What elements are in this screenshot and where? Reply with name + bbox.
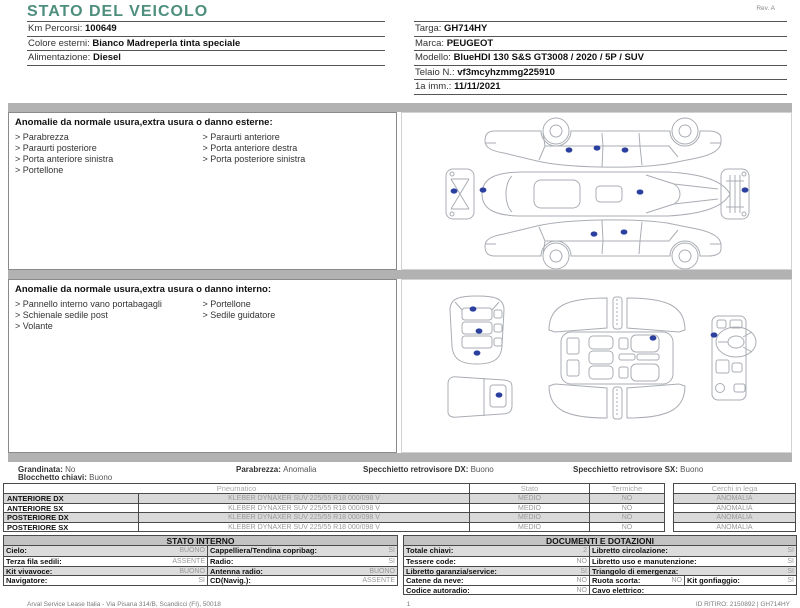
km-percorsi-row: Km Percorsi: 100649 [27,22,385,37]
modello-row: Modello: BlueHDI 130 S&S GT3008 / 2020 / 5P / SUV [414,51,787,66]
damage-item: > Parabrezza [15,132,203,143]
grandinata-status: Grandinata: No [18,464,76,474]
exterior-markers [451,145,749,236]
blocchetto-chiavi-status: Blocchetto chiavi: Buono [18,473,113,482]
damage-item: > Porta posteriore sinistra [203,154,391,165]
documenti-dotazioni-title: DOCUMENTI E DOTAZIONI [404,536,796,546]
damage-item: > Porta anteriore destra [203,143,391,154]
interior-diagram-box [401,279,792,453]
damage-marker [591,231,598,236]
car-interior-diagram [402,280,791,452]
tire-row: ANTERIORE SX KLEBER DYNAXER SUV 225/55 R18 000/098 V MEDIO NO [4,503,664,513]
damage-marker [470,306,477,311]
damage-marker [474,350,481,355]
footer-ritiro-id: ID RITIRO: 2150892 | GH714HY [695,601,790,608]
footer-address: Arval Service Lease Italia - Via Pisana 314/B, Scandicci (FI), 50018 [27,601,221,608]
tire-row: ANTERIORE DX KLEBER DYNAXER SUV 225/55 R18 000/098 V MEDIO NO [4,493,664,503]
exterior-damage-section [8,112,792,270]
damage-item: > Porta anteriore sinistra [15,154,203,165]
interior-damage-list-left [15,299,203,332]
damage-marker [476,328,483,333]
damage-marker [742,187,749,192]
col-header-cerchi: Cerchi in lega [711,483,758,493]
revision-label: Rev. A [756,5,775,12]
page-footer [27,601,790,608]
section-divider [8,103,792,112]
interior-damage-heading: Anomalie da normale usura,extra usura o danno interno: [15,283,272,295]
col-header-stato: Stato [470,484,590,494]
car-exterior-diagram [402,113,791,269]
table-row: Catene da neve: NO Ruota scorta: NO Kit gonfiaggio: SI [406,576,794,586]
vehicle-info [27,21,790,95]
damage-marker [480,187,487,192]
vehicle-info-right [414,21,787,95]
cerchi-value: ANOMALIA [716,504,753,512]
tire-table-main [3,483,665,533]
damage-marker [451,188,458,193]
cerchi-value: ANOMALIA [716,523,753,531]
col-header-termiche: Termiche [611,483,643,493]
cerchi-value: ANOMALIA [716,514,753,522]
telaio-row: Telaio N.: vf3mcyhzmmg225910 [414,66,787,81]
damage-marker [637,189,644,194]
table-row: Terza fila sedili: ASSENTE Radio: SI [6,557,395,567]
alimentazione-row: Alimentazione: Diesel [27,51,385,66]
damage-item: > Paraurti anteriore [203,132,391,143]
damage-marker [622,147,629,152]
tire-table-cerchi [673,483,796,533]
parabrezza-status: Parabrezza: Anomalia [236,464,317,474]
page-title: STATO DEL VEICOLO [27,3,209,20]
exterior-damage-notes [8,112,397,270]
interior-damage-section [8,279,792,453]
specchietto-sx-status: Specchietto retrovisore SX: Buono [573,464,704,474]
damage-marker [594,145,601,150]
cabin-interior-view [549,297,685,419]
front-bumper-view [721,169,749,219]
table-row: Libretto garanzia/service: SI Triangolo di emergenza: SI [406,566,794,576]
stato-interno-table [3,535,398,585]
vehicle-info-left [27,21,385,66]
rear-bumper-view [446,169,474,219]
cerchi-value: ANOMALIA [716,495,753,503]
damage-item: > Schienale sedile post [15,310,203,321]
damage-item: > Paraurti posteriore [15,143,203,154]
exterior-damage-heading: Anomalie da normale usura,extra usura o danno esterne: [15,116,273,128]
damage-marker [650,335,657,340]
table-row: Totale chiavi: 2 Libretto circolazione: SI [406,546,794,556]
colore-esterni-row: Colore esterni: Bianco Madreperla tinta speciale [27,37,385,52]
table-row: Tessere code: NO Libretto uso e manutenzione: SI [406,557,794,567]
interior-damage-notes [8,279,397,453]
table-row: Codice autoradio: NO Cavo elettrico: [404,585,796,595]
col-header-pneumatico: Pneumatico [4,484,470,494]
damage-item: > Pannello interno vano portabagagli [15,299,203,310]
documenti-dotazioni-table [403,535,797,595]
component-status-row [8,464,792,482]
exterior-damage-list-right [203,132,391,176]
marca-row: Marca: PEUGEOT [414,37,787,52]
car-side-top-view [485,118,721,167]
exterior-diagram-box [401,112,792,270]
tire-row: POSTERIORE DX KLEBER DYNAXER SUV 225/55 R18 000/098 V MEDIO NO [4,512,664,522]
tire-table-header [4,484,664,494]
specchietto-dx-status: Specchietto retrovisore DX: Buono [363,464,494,474]
damage-item: > Sedile guidatore [203,310,391,321]
tailgate-interior-view [448,376,512,417]
damage-marker [621,229,628,234]
damage-item: > Portellone [203,299,391,310]
targa-row: Targa: GH714HY [414,22,787,37]
tire-table [3,483,797,533]
interior-damage-list-right [203,299,391,332]
dashboard-view [712,316,756,400]
car-side-bottom-view [485,219,721,268]
table-row: Cielo: BUONO Cappelliera/Tendina copribag: SI [6,546,395,556]
table-row: Navigatore: SI CD(Navig.): ASSENTE [6,576,395,586]
damage-item: > Portellone [15,165,203,176]
table-row: Kit vivavoce: BUONO Antenna radio: BUONO [6,566,395,576]
footer-page-number: 1 [406,601,411,608]
report-header [0,0,800,20]
tire-row: POSTERIORE SX KLEBER DYNAXER SUV 225/55 R18 000/098 V MEDIO NO [4,522,664,532]
damage-marker [496,392,503,397]
damage-item: > Volante [15,321,203,332]
damage-marker [566,147,573,152]
prima-imm-row: 1a imm.: 11/11/2021 [414,80,787,95]
car-roof-view [482,172,730,216]
damage-marker [711,332,718,337]
stato-interno-title: STATO INTERNO [4,536,397,546]
exterior-damage-list-left [15,132,203,176]
